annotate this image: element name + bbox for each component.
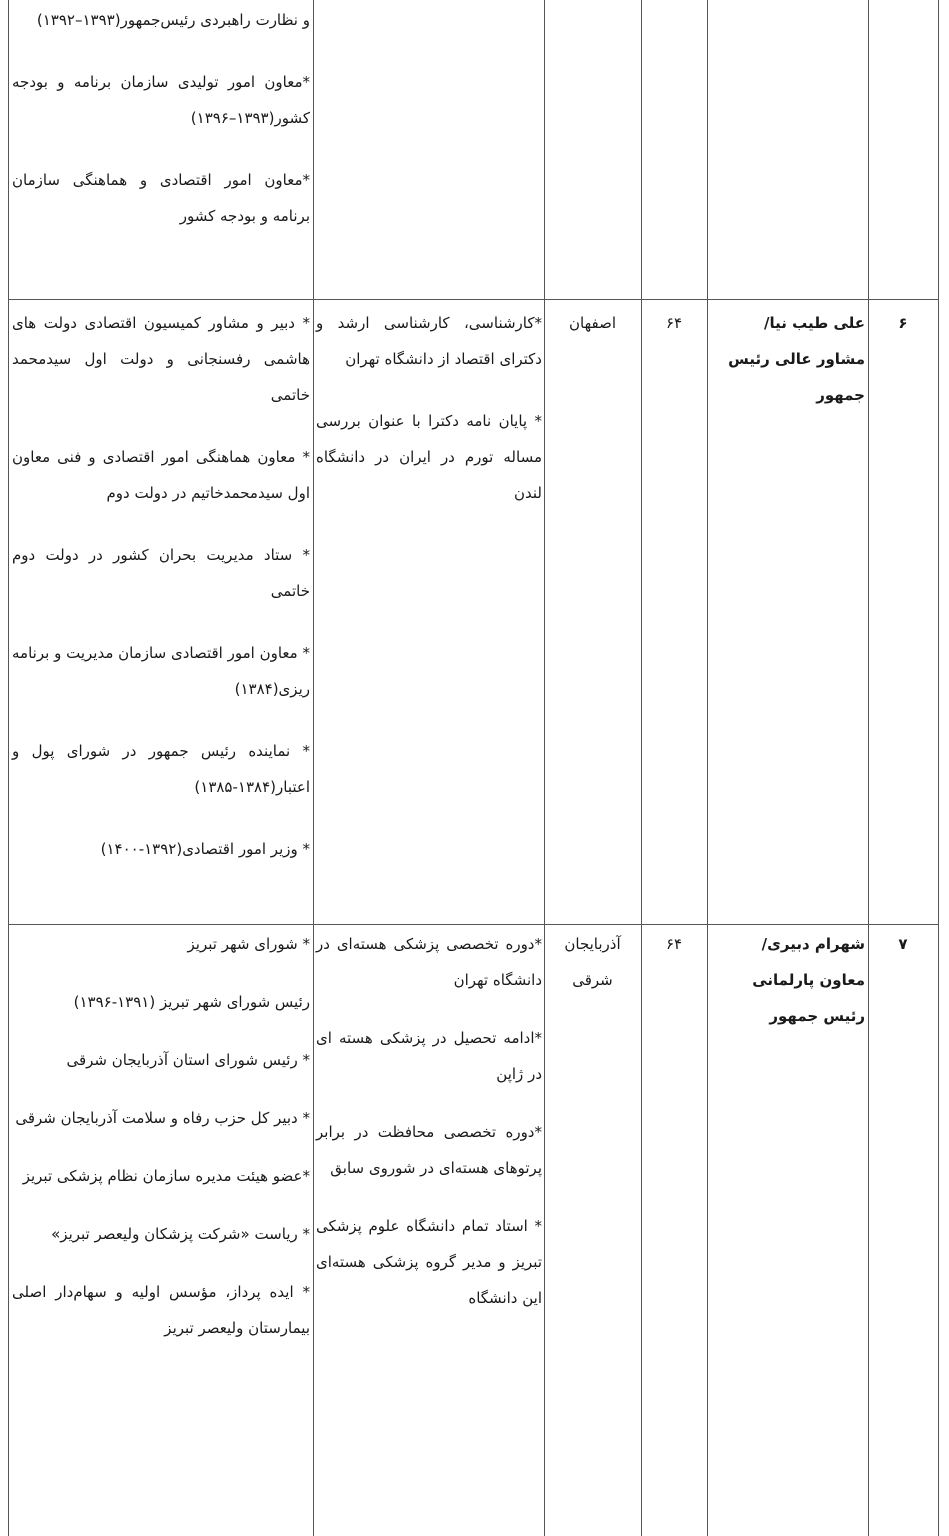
record-item: و نظارت راهبردی رئیس‌جمهور(۱۳۹۳–۱۳۹۲) bbox=[36, 11, 310, 29]
column-border-education bbox=[544, 0, 545, 1536]
record-item: * ریاست «شرکت پزشکان ولیعصر تبریز» bbox=[51, 1225, 310, 1243]
column-border-record bbox=[313, 0, 314, 1536]
row-number: ۶ bbox=[898, 314, 908, 332]
record-item: * ستاد مدیریت بحران کشور در دولت دوم خاتمی bbox=[12, 546, 310, 600]
record-item: * شورای شهر تبریز bbox=[187, 935, 310, 953]
person-age: ۶۴ bbox=[665, 314, 683, 332]
column-border-name bbox=[868, 0, 869, 1536]
record-item: * معاون امور اقتصادی سازمان مدیریت و برنامه ریزی(۱۳۸۴) bbox=[12, 644, 310, 698]
record-item: * رئیس شورای استان آذربایجان شرقی bbox=[66, 1051, 310, 1069]
record-item: * دبیر کل حزب رفاه و سلامت آذربایجان شرقی bbox=[15, 1109, 310, 1127]
record-item: *معاون امور تولیدی سازمان برنامه و بودجه کشور(۱۳۹۳–۱۳۹۶) bbox=[12, 73, 310, 127]
record-item: * وزیر امور اقتصادی(۱۳۹۲-۱۴۰۰) bbox=[100, 840, 310, 858]
row-divider-6 bbox=[8, 299, 939, 300]
person-record bbox=[12, 305, 310, 893]
person-education bbox=[316, 305, 542, 537]
education-item: * پایان نامه دکترا با عنوان بررسی مساله تورم در ایران در دانشگاه لندن bbox=[316, 412, 542, 502]
record-item: * نماینده رئیس جمهور در شورای پول و اعتبار(۱۳۸۴-۱۳۸۵) bbox=[12, 742, 310, 796]
record-item: *معاون امور اقتصادی و هماهنگی سازمان برنامه و بودجه کشور bbox=[12, 171, 310, 225]
person-province: آذربایجان شرقی bbox=[564, 935, 621, 989]
record-item: رئیس شورای شهر تبریز (۱۳۹۱-۱۳۹۶) bbox=[73, 993, 310, 1011]
education-item: *دوره تخصصی پزشکی هسته‌ای در دانشگاه تهران bbox=[316, 935, 542, 989]
person-record bbox=[12, 926, 310, 1368]
education-item: *دوره تخصصی محافظت در برابر پرتوهای هسته‌ای در شوروی سابق bbox=[316, 1123, 542, 1177]
record-item: * دبیر و مشاور کمیسیون اقتصادی دولت های هاشمی رفسنجانی و دولت اول سیدمحمد خاتمی bbox=[12, 314, 310, 404]
education-item: *ادامه تحصیل در پزشکی هسته ای در ژاپن bbox=[316, 1029, 542, 1083]
row-number: ۷ bbox=[898, 935, 908, 953]
person-province: اصفهان bbox=[569, 314, 616, 332]
record-item: * معاون هماهنگی امور اقتصادی و فنی معاون اول سیدمحمدخاتیم در دولت دوم bbox=[12, 448, 310, 502]
person-age: ۶۴ bbox=[665, 935, 683, 953]
education-item: * استاد تمام دانشگاه علوم پزشکی تبریز و مدیر گروه پزشکی هسته‌ای این دانشگاه bbox=[316, 1217, 542, 1307]
person-education bbox=[316, 926, 542, 1338]
column-border-right bbox=[938, 0, 939, 1536]
record-item: *عضو هیئت مدیره سازمان نظام پزشکی تبریز bbox=[22, 1167, 310, 1185]
record-item: * ایده پرداز، مؤسس اولیه و سهام‌دار اصلی بیمارستان ولیعصر تبریز bbox=[12, 1283, 310, 1337]
column-border-left bbox=[8, 0, 9, 1536]
person-name-title: علی طیب نیا/ مشاور عالی رئیس جمهور bbox=[728, 314, 865, 404]
person-name-title: شهرام دبیری/ معاون پارلمانی رئیس جمهور bbox=[752, 935, 865, 1025]
row-divider-7 bbox=[8, 924, 939, 925]
column-border-province bbox=[641, 0, 642, 1536]
table-row-continuation-record bbox=[12, 2, 310, 260]
education-item: *کارشناسی، کارشناسی ارشد و دکترای اقتصاد از دانشگاه تهران bbox=[316, 314, 542, 368]
column-border-age bbox=[707, 0, 708, 1536]
